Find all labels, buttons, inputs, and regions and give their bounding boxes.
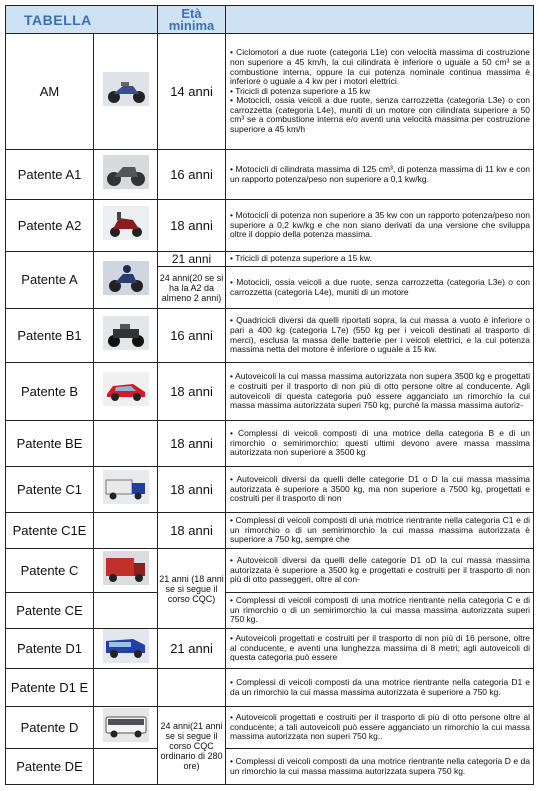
license-description: • Ciclomotori a due ruote (categoria L1e) con velocità massima di costruzione non superiore a 45 km/h, la cui cilindrata è inferiore o uguale a 50 cm³ se a combustione interna, oppure la cui potenza nominale continua massima è inferiore o uguale a 4 kw per i motori elettrici. • Tricicli di potenza superiore a 15 kw • Motocicli, ossia veicoli a due ruote, senza carrozzetta (categoria L3e) o con carrozzetta (categoria L4e), muniti di un motore con cilindrata superiore a 50 cm³ se a combustione interna e/o aventi una velocità massima per costruzione superiore a 45 km/h <box>226 34 534 150</box>
license-label: Patente C1E <box>6 513 94 549</box>
table-row <box>6 252 534 267</box>
truck-icon <box>103 551 149 585</box>
table-row <box>6 200 534 252</box>
license-table-sheet <box>5 5 533 787</box>
license-label: Patente A1 <box>6 150 94 200</box>
license-label: Patente A <box>6 252 94 309</box>
license-label: Patente B1 <box>6 309 94 363</box>
min-age-header-line1: Età <box>181 5 202 21</box>
min-age-shared: 24 anni(21 anni se si segue il corso CQC ordinario di 280 ore) <box>158 707 226 785</box>
min-age-shared: 21 anni (18 anni se si segue il corso CQC) <box>158 549 226 629</box>
rider-motorcycle-icon <box>103 261 149 295</box>
min-age: 16 anni <box>158 309 226 363</box>
min-age: 14 anni <box>158 34 226 150</box>
car-icon <box>103 372 149 406</box>
table-row <box>6 629 534 669</box>
license-label: Patente CE <box>6 593 94 629</box>
motorcycle-icon <box>103 155 149 189</box>
table-row <box>6 309 534 363</box>
license-label: Patente DE <box>6 749 94 785</box>
table-row <box>6 593 534 629</box>
table-row <box>6 749 534 785</box>
min-age-top: 21 anni <box>158 252 226 267</box>
table-row <box>6 363 534 421</box>
min-age: 18 anni <box>158 421 226 467</box>
license-label: Patente C1 <box>6 467 94 513</box>
min-age-bottom: 24 anni(20 se si ha la A2 da almeno 2 anni) <box>158 267 226 309</box>
license-description: • Complessi di veicoli composti da una motrice rientrante nella categoria D e da un rimorchio la cui massa massima autorizzata supera 750 kg. <box>226 749 534 785</box>
table-row <box>6 150 534 200</box>
license-description: • Autoveicoli la cui massa massima autorizzata non supera 3500 kg e progettati e costruiti per il trasporto di non più di otto persone oltre al conducente. Agli autoveicoli di questa categoria può essere agganciato un rimorchio la cui massa massima autorizzata superi 750 kg, purché la massa massima autoriz- <box>226 363 534 421</box>
license-label: Patente C <box>6 549 94 593</box>
license-label: Patente D1 <box>6 629 94 669</box>
scooter-icon <box>103 72 149 106</box>
table-row <box>6 513 534 549</box>
license-description: • Autoveicoli progettati e costruiti per il trasporto di non più di 16 persone, oltre al conducente, e aventi una lunghezza massima di 8 metri; agli autoveicoli di questa categoria può essere <box>226 629 534 669</box>
min-age-header <box>158 6 226 34</box>
license-table <box>5 5 534 785</box>
license-label: Patente A2 <box>6 200 94 252</box>
maxi-scooter-icon <box>103 206 149 240</box>
license-description: • Complessi di veicoli composti da una motrice rientrante nella categoria D1 e da un rimorchio la cui massa massima autorizzata è superiore a 750 kg. <box>226 669 534 707</box>
license-label: Patente D <box>6 707 94 749</box>
quad-icon <box>103 316 149 350</box>
license-description: • Autoveicoli progettati e costruiti per il trasporto di più di otto persone oltre al conducente; a tali autoveicoli può essere agganciato un rimorchio la cui massa massima autorizzata non superi 750 kg.. <box>226 707 534 749</box>
license-label: Patente BE <box>6 421 94 467</box>
license-description: • Complessi di veicoli composti di una motrice rientrante nella categoria C1 e di un rimorchio o di un semirimorchio la cui massa massima autorizzata è superiore a 750 kg, sempre che <box>226 513 534 549</box>
min-age: 18 anni <box>158 467 226 513</box>
light-truck-icon <box>103 470 149 504</box>
table-row <box>6 421 534 467</box>
license-description-bottom: • Motocicli, ossia veicoli a due ruote, senza carrozzetta (categoria L3e) o con carrozzetta (categoria L4e), muniti di un motore <box>226 267 534 309</box>
table-row <box>6 707 534 749</box>
table-title: TABELLA <box>6 6 158 34</box>
min-age: 16 anni <box>158 150 226 200</box>
license-label: AM <box>6 34 94 150</box>
license-description: • Motocicli di cilindrata massima di 125 cm³, di potenza massima di 11 kw e con un rapporto potenza/peso non superiore a 0,1 kw/kg. <box>226 150 534 200</box>
license-description: • Autoveicoli diversi da quelli delle categorie D1 oD la cui massa massima autorizzata è superiore a 3500 kg e progettati e costruiti per il trasporto di non più di otto passeggeri, oltre al con- <box>226 549 534 593</box>
min-age: 18 anni <box>158 513 226 549</box>
license-label: Patente D1 E <box>6 669 94 707</box>
license-description: • Quadricicli diversi da quelli riportati sopra, la cui massa a vuoto è inferiore o pari a 400 kg (categoria L7e) (550 kg per i veicoli destinati al trasporto di merci), esclusa la massa delle batterie per i veicoli elettrici, e la cui potenza massima netta del motore è inferiore o uguale a 15 kw. <box>226 309 534 363</box>
license-description: • Motocicli di potenza non superiore a 35 kw con un rapporto potenza/peso non superiore a 0,2 kw/kg e che non siano derivati da una versione che sviluppa oltre il doppio della potenza massima. <box>226 200 534 252</box>
license-description-top: • Tricicli di potenza superiore a 15 kw. <box>226 252 534 267</box>
license-description: • Complessi di veicoli composti di una motrice della categoria B e di un rimorchio o semirimorchio: questi ultimi devono avere massa massima autorizzata non superiore a 3500 kg <box>226 421 534 467</box>
min-age-header-line2: minima <box>168 17 215 33</box>
bus-icon <box>103 708 149 742</box>
table-row <box>6 34 534 150</box>
license-description: • Autoveicoli diversi da quelli delle categorie D1 o D la cui massa massima autorizzata è superiore a 3500 kg, ma non superiore a 7500 kg, progettati e costruiti per il trasporto di non <box>226 467 534 513</box>
license-label: Patente B <box>6 363 94 421</box>
table-row <box>6 549 534 593</box>
min-age: 18 anni <box>158 363 226 421</box>
description-header <box>226 6 534 34</box>
table-row <box>6 467 534 513</box>
table-row <box>6 669 534 707</box>
license-description: • Complessi di veicoli composti di una motrice rientrante nella categoria C e di un rimorchio o di un semirimorchio la cui massa massima autorizzata superi 750 kg. <box>226 593 534 629</box>
min-age: 18 anni <box>158 200 226 252</box>
min-age: 21 anni <box>158 629 226 669</box>
minibus-icon <box>103 629 149 663</box>
